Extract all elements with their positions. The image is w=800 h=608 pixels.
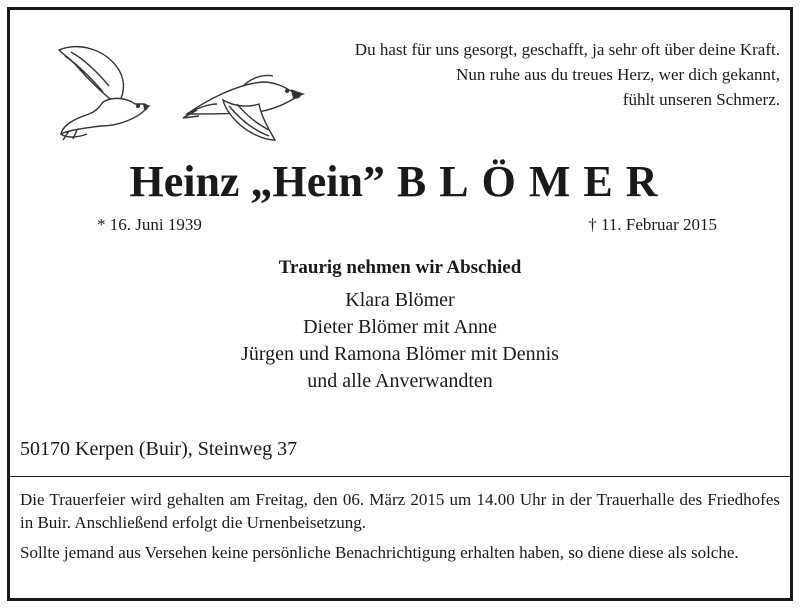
- verse-line: Du hast für uns gesorgt, geschafft, ja sehr oft über deine Kraft.: [354, 40, 780, 59]
- mourners-block: [10, 254, 790, 395]
- obituary-card: [7, 7, 793, 601]
- mourner: und alle Anverwandten: [307, 370, 493, 392]
- mourning-lead: Traurig nehmen wir Abschied: [278, 257, 522, 278]
- surname: BLÖMER: [396, 157, 671, 206]
- verse-line: fühlt unseren Schmerz.: [622, 90, 780, 109]
- deceased-name: [10, 154, 790, 210]
- service-notice: Die Trauerfeier wird gehalten am Freitag, den 06. März 2015 um 14.00 Uhr in der Trauerhalle des Friedhofes in Buir. Anschließend erfolgt die Urnenbeisetzung.: [20, 490, 780, 532]
- birth-date: * 16. Juni 1939: [97, 215, 202, 234]
- verse: [355, 37, 780, 112]
- mourner: Jürgen und Ramona Blömer mit Dennis: [241, 343, 559, 365]
- notification-notice: Sollte jemand aus Versehen keine persönliche Benachrichtigung erhalten haben, so diene diese als solche.: [20, 543, 739, 562]
- name-prefix: Heinz „Hein”: [129, 157, 385, 206]
- doves-icon: [47, 38, 317, 153]
- death-date: † 11. Februar 2015: [588, 215, 717, 234]
- mourner: Klara Blömer: [345, 289, 455, 311]
- mourner: Dieter Blömer mit Anne: [303, 316, 497, 338]
- address: 50170 Kerpen (Buir), Steinweg 37: [20, 438, 298, 460]
- divider: [10, 476, 790, 477]
- verse-line: Nun ruhe aus du treues Herz, wer dich gekannt,: [456, 65, 780, 84]
